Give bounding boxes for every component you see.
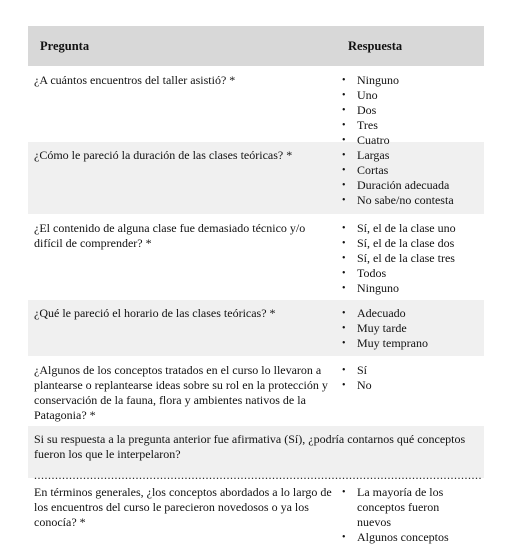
option-item (340, 363, 484, 378)
bullet-icon: • (342, 135, 346, 146)
table-row (28, 66, 484, 147)
option-item (340, 281, 484, 296)
open-question-text: Si su respuesta a la pregunta anterior fue afirmativa (Sí), ¿podría contarnos qué conceptos fueron los que le interpelaron? (34, 432, 466, 461)
option-item (340, 306, 484, 321)
table-header (28, 26, 484, 66)
bullet-icon: • (342, 532, 346, 543)
bullet-icon: • (342, 380, 346, 391)
table-row (28, 214, 484, 299)
bullet-icon: • (342, 323, 346, 334)
option-item (340, 266, 484, 281)
option-label: Cuatro (357, 133, 390, 147)
bullet-icon: • (342, 365, 346, 376)
bullet-icon: • (342, 487, 346, 498)
bullet-icon: • (342, 338, 346, 349)
open-question-row (28, 425, 484, 482)
bullet-icon: • (342, 308, 346, 319)
option-label: Muy temprano (357, 336, 428, 350)
option-label: No sabe/no contesta (357, 193, 454, 207)
question-text: ¿Qué le pareció el horario de las clases teóricas? * (34, 306, 276, 320)
bullet-icon: • (342, 120, 346, 131)
bullet-icon: • (342, 238, 346, 249)
option-label: No (357, 378, 372, 392)
option-label: Largas (357, 148, 390, 162)
option-label: Cortas (357, 163, 389, 177)
bullet-icon: • (342, 105, 346, 116)
option-label: Uno (357, 88, 378, 102)
option-item (340, 251, 484, 266)
option-label: Sí, el de la clase dos (357, 236, 455, 250)
question-text: ¿Cómo le pareció la duración de las clases teóricas? * (34, 148, 293, 162)
question-text: En términos generales, ¿los conceptos abordados a lo largo de los encuentros del curso le parecieron novedosos o ya los conocía? * (34, 485, 332, 529)
option-label: Muy tarde (357, 321, 407, 335)
option-item (340, 133, 484, 148)
option-item (340, 178, 484, 193)
option-label: Duración adecuada (357, 178, 450, 192)
question-text: ¿Algunos de los conceptos tratados en el curso lo llevaron a plantearse o replantearse ideas sobre su rol en la protección y conservación de la fauna, flora y ambientes nativos de la Patagonia? * (34, 363, 328, 422)
survey-table (28, 26, 484, 549)
answer-options (336, 67, 484, 147)
option-label: Todos (357, 266, 387, 280)
option-item (340, 103, 484, 118)
table-row (28, 141, 484, 214)
question-text: ¿El contenido de alguna clase fue demasiado técnico y/o difícil de comprender? * (34, 221, 306, 250)
bullet-icon: • (342, 180, 346, 191)
bullet-icon: • (342, 75, 346, 86)
bullet-icon: • (342, 165, 346, 176)
table-row (28, 299, 484, 356)
header-question: Pregunta (40, 38, 90, 53)
answer-options (336, 479, 484, 549)
bullet-icon: • (342, 90, 346, 101)
answer-options (336, 215, 484, 299)
answer-options (336, 357, 484, 425)
option-item (340, 378, 484, 393)
option-item (340, 148, 484, 163)
bullet-icon: • (342, 268, 346, 279)
option-label: Adecuado (357, 306, 406, 320)
option-label: Sí, el de la clase uno (357, 221, 456, 235)
option-label: Ninguno (357, 281, 399, 295)
option-item (340, 88, 484, 103)
option-item (340, 336, 484, 351)
option-item (340, 321, 484, 336)
answer-options (336, 142, 484, 214)
option-label: Sí (357, 363, 368, 377)
bullet-icon: • (342, 150, 346, 161)
option-item (340, 73, 484, 88)
option-item (340, 193, 484, 208)
option-item (340, 236, 484, 251)
option-item (340, 118, 484, 133)
option-item (340, 485, 470, 530)
option-item (340, 221, 484, 236)
answer-options (336, 300, 484, 356)
option-label: Tres (357, 118, 378, 132)
bullet-icon: • (342, 223, 346, 234)
bullet-icon: • (342, 195, 346, 206)
table-row (28, 478, 484, 549)
bullet-icon: • (342, 253, 346, 264)
bullet-icon: • (342, 283, 346, 294)
table-row (28, 356, 484, 425)
answer-dotted-line: ................................................................................................................................ (34, 468, 482, 482)
header-answer: Respuesta (348, 38, 403, 53)
option-item (340, 163, 484, 178)
option-label: La mayoría de los conceptos fueron nuevos (357, 485, 444, 529)
option-item (340, 530, 470, 545)
option-label: Algunos conceptos (357, 530, 449, 544)
option-label: Ninguno (357, 73, 399, 87)
option-label: Dos (357, 103, 377, 117)
question-text: ¿A cuántos encuentros del taller asistió? * (34, 73, 236, 87)
option-label: Sí, el de la clase tres (357, 251, 455, 265)
